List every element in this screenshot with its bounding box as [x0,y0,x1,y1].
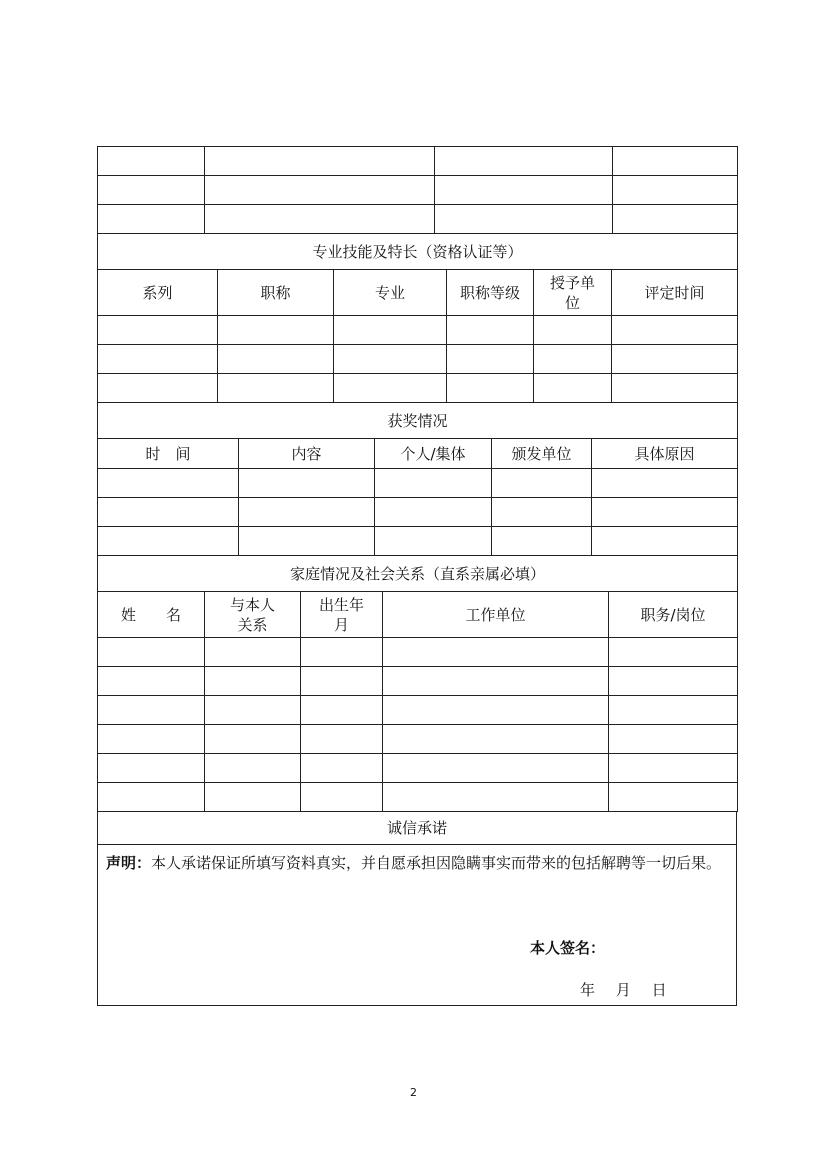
table-cell[interactable] [218,374,334,403]
table-cell[interactable] [239,469,375,498]
table-cell[interactable] [205,667,301,696]
table-row [98,316,738,345]
table-cell[interactable] [205,147,435,176]
table-cell[interactable] [218,316,334,345]
table-row [98,374,738,403]
table-cell[interactable] [205,176,435,205]
table-cell[interactable] [435,176,613,205]
header-birth-date: 出生年 月 [301,592,383,638]
table-cell[interactable] [218,345,334,374]
table-cell[interactable] [383,754,609,783]
table-cell[interactable] [609,667,738,696]
signature-date [580,979,683,1000]
table-cell[interactable] [301,696,383,725]
table-cell[interactable] [447,345,534,374]
table-cell[interactable] [592,469,738,498]
table-cell[interactable] [492,469,592,498]
date-day: 日 [651,981,667,999]
table-cell[interactable] [609,725,738,754]
table-cell[interactable] [98,147,205,176]
table-cell[interactable] [334,316,447,345]
statement-text: 本人承诺保证所填写资料真实，并自愿承担因隐瞒事实而带来的包括解聘等一切后果。 [151,854,722,872]
skills-header-row [98,270,738,316]
table-cell[interactable] [205,754,301,783]
table-cell[interactable] [98,205,205,234]
skills-section-title: 专业技能及特长（资格认证等） [98,234,738,270]
table-cell[interactable] [613,176,738,205]
table-cell[interactable] [98,783,205,812]
header-major: 专业 [334,270,447,316]
table-cell[interactable] [239,527,375,556]
table-cell[interactable] [375,527,492,556]
table-cell[interactable] [383,638,609,667]
table-cell[interactable] [98,638,205,667]
family-header-row [98,592,738,638]
table-cell[interactable] [239,498,375,527]
table-cell[interactable] [435,147,613,176]
table-row [98,498,738,527]
page-number: 2 [410,1086,417,1099]
header-relationship: 与本人 关系 [205,592,301,638]
header-evaluation-date: 评定时间 [612,270,738,316]
table-cell[interactable] [609,783,738,812]
family-section-title: 家庭情况及社会关系（直系亲属必填） [98,556,738,592]
statement-label: 声明： [106,854,152,872]
integrity-table [97,812,737,845]
top-continuation-table [97,146,738,234]
table-cell[interactable] [435,205,613,234]
table-cell[interactable] [375,469,492,498]
signature-label[interactable]: 本人签名： [530,939,606,957]
application-form [97,146,737,1006]
header-granting-unit: 授予单 位 [534,270,612,316]
table-row [98,667,738,696]
table-cell[interactable] [383,783,609,812]
table-row [98,725,738,754]
table-cell[interactable] [612,374,738,403]
table-cell[interactable] [98,345,218,374]
table-cell[interactable] [383,696,609,725]
table-cell[interactable] [613,205,738,234]
table-cell[interactable] [301,783,383,812]
family-table [97,556,738,812]
table-cell[interactable] [205,205,435,234]
table-cell[interactable] [612,316,738,345]
table-cell[interactable] [98,498,239,527]
table-cell[interactable] [98,316,218,345]
table-row [98,345,738,374]
header-content: 内容 [239,439,375,469]
header-issuing-unit: 颁发单位 [492,439,592,469]
table-row [98,147,738,176]
table-row [98,176,738,205]
table-cell[interactable] [609,638,738,667]
table-cell[interactable] [301,667,383,696]
table-row [98,696,738,725]
table-row [98,527,738,556]
table-cell[interactable] [534,345,612,374]
table-cell[interactable] [609,696,738,725]
table-cell[interactable] [98,696,205,725]
table-cell[interactable] [534,316,612,345]
table-cell[interactable] [334,374,447,403]
table-cell[interactable] [592,527,738,556]
skills-table [97,234,738,403]
table-cell[interactable] [301,754,383,783]
integrity-section-title: 诚信承诺 [98,812,737,845]
table-cell[interactable] [301,725,383,754]
table-cell[interactable] [98,667,205,696]
table-cell[interactable] [383,667,609,696]
table-cell[interactable] [98,374,218,403]
table-cell[interactable] [492,527,592,556]
awards-section-title: 获奖情况 [98,403,738,439]
awards-table [97,403,738,556]
table-cell[interactable] [334,345,447,374]
table-cell[interactable] [98,725,205,754]
table-cell[interactable] [98,176,205,205]
header-specific-reason: 具体原因 [592,439,738,469]
table-row [98,205,738,234]
table-cell[interactable] [301,638,383,667]
table-cell[interactable] [492,498,592,527]
table-row [98,469,738,498]
table-cell[interactable] [205,696,301,725]
table-cell[interactable] [609,754,738,783]
date-year: 年 [580,981,596,999]
integrity-statement-box [97,845,737,1006]
table-cell[interactable] [98,469,239,498]
statement-paragraph [106,851,728,875]
table-cell[interactable] [205,725,301,754]
table-row [98,783,738,812]
header-individual-group: 个人/集体 [375,439,492,469]
awards-header-row [98,439,738,469]
table-cell[interactable] [205,638,301,667]
header-position: 职务/岗位 [609,592,738,638]
table-cell[interactable] [612,345,738,374]
table-row [98,638,738,667]
header-title: 职称 [218,270,334,316]
header-time: 时 间 [98,439,239,469]
header-title-level: 职称等级 [447,270,534,316]
table-cell[interactable] [613,147,738,176]
table-cell[interactable] [375,498,492,527]
table-cell[interactable] [98,527,239,556]
header-name: 姓 名 [98,592,205,638]
date-month: 月 [615,981,631,999]
table-row [98,754,738,783]
table-cell[interactable] [447,316,534,345]
header-work-unit: 工作单位 [383,592,609,638]
table-cell[interactable] [205,783,301,812]
table-cell[interactable] [383,725,609,754]
table-cell[interactable] [447,374,534,403]
table-cell[interactable] [98,754,205,783]
header-series: 系列 [98,270,218,316]
table-cell[interactable] [534,374,612,403]
table-cell[interactable] [592,498,738,527]
